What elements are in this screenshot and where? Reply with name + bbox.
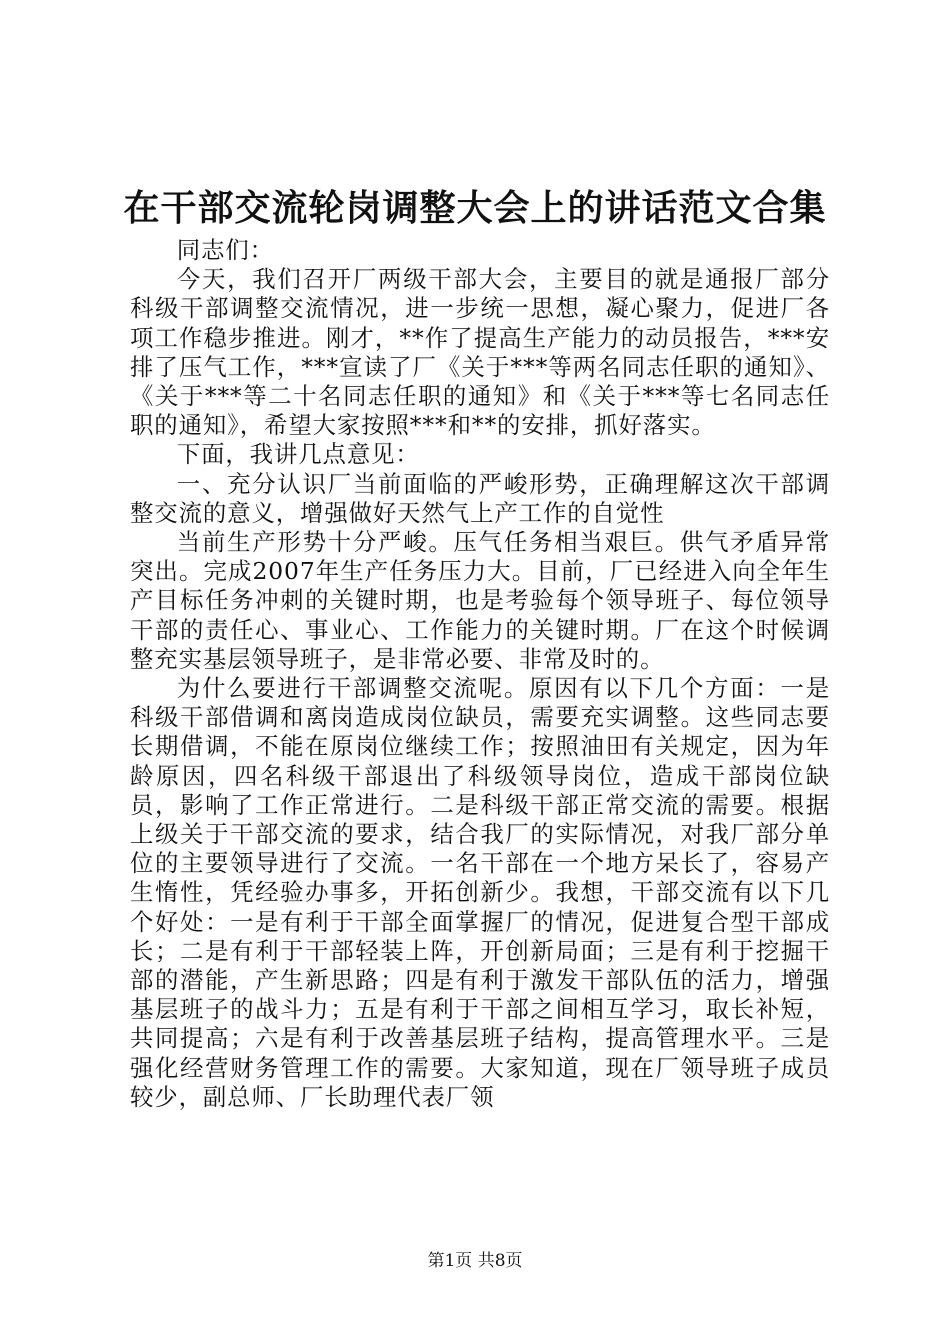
paragraph-intro-points: 下面，我讲几点意见： [176, 440, 420, 469]
paragraph-reasons: 为什么要进行干部调整交流呢。原因有以下几个方面：一是科级干部借调和离岗造成岗位缺员，需要充实调整。这些同志要长期借调，不能在原岗位继续工作；按照油田有关规定，因为年龄原因，四名科级干部退出了科级领导岗位，造成干部岗位缺员，影响了工作正常进行。二是科级干部正常交流的需要。根据上级关于干部交流的要求，结合我厂的实际情况，对我厂部分单位的主要领导进行了交流。一名干部在一个地方呆长了，容易产生惰性，凭经验办事多，开拓创新少。我想，干部交流有以下几个好处：一是有利于干部全面掌握厂的情况，促进复合型干部成长；二是有利于干部轻装上阵，开创新局面；三是有利于挖掘干部的潜能，产生新思路；四是有利于激发干部队伍的活力，增强基层班子的战斗力；五是有利于干部之间相互学习，取长补短，共同提高；六是有利于改善基层班子结构，提高管理水平。三是强化经营财务管理工作的需要。大家知道，现在厂领导班子成员较少，副总师、厂长助理代表厂领 [130, 674, 830, 1111]
paragraph-situation: 当前生产形势十分严峻。压气任务相当艰巨。供气矛盾异常突出。完成2007年生产任务压力大。目前，厂已经进入向全年生产目标任务冲刺的关键时期，也是考验每个领导班子、每位领导干部的责任心、事业心、工作能力的关键时期。厂在这个时候调整充实基层领导班子，是非常必要、非常及时的。 [130, 528, 830, 673]
document-body [130, 236, 830, 1112]
document-title: 在干部交流轮岗调整大会上的讲话范文合集 [123, 187, 827, 229]
page-footer: 第1页 共8页 [427, 1251, 523, 1271]
paragraph-opening: 今天，我们召开厂两级干部大会，主要目的就是通报厂部分科级干部调整交流情况，进一步统一思想，凝心聚力，促进厂各项工作稳步推进。刚才，**作了提高生产能力的动员报告，***安排了压气工作，***宣读了厂《关于***等两名同志任职的通知》、《关于***等二十名同志任职的通知》和《关于***等七名同志任职的通知》，希望大家按照***和**的安排，抓好落实。 [130, 265, 830, 440]
paragraph-salutation: 同志们： [176, 236, 274, 264]
section-heading-1: 一、充分认识厂当前面临的严峻形势，正确理解这次干部调整交流的意义，增强做好天然气上产工作的自觉性 [130, 469, 830, 527]
